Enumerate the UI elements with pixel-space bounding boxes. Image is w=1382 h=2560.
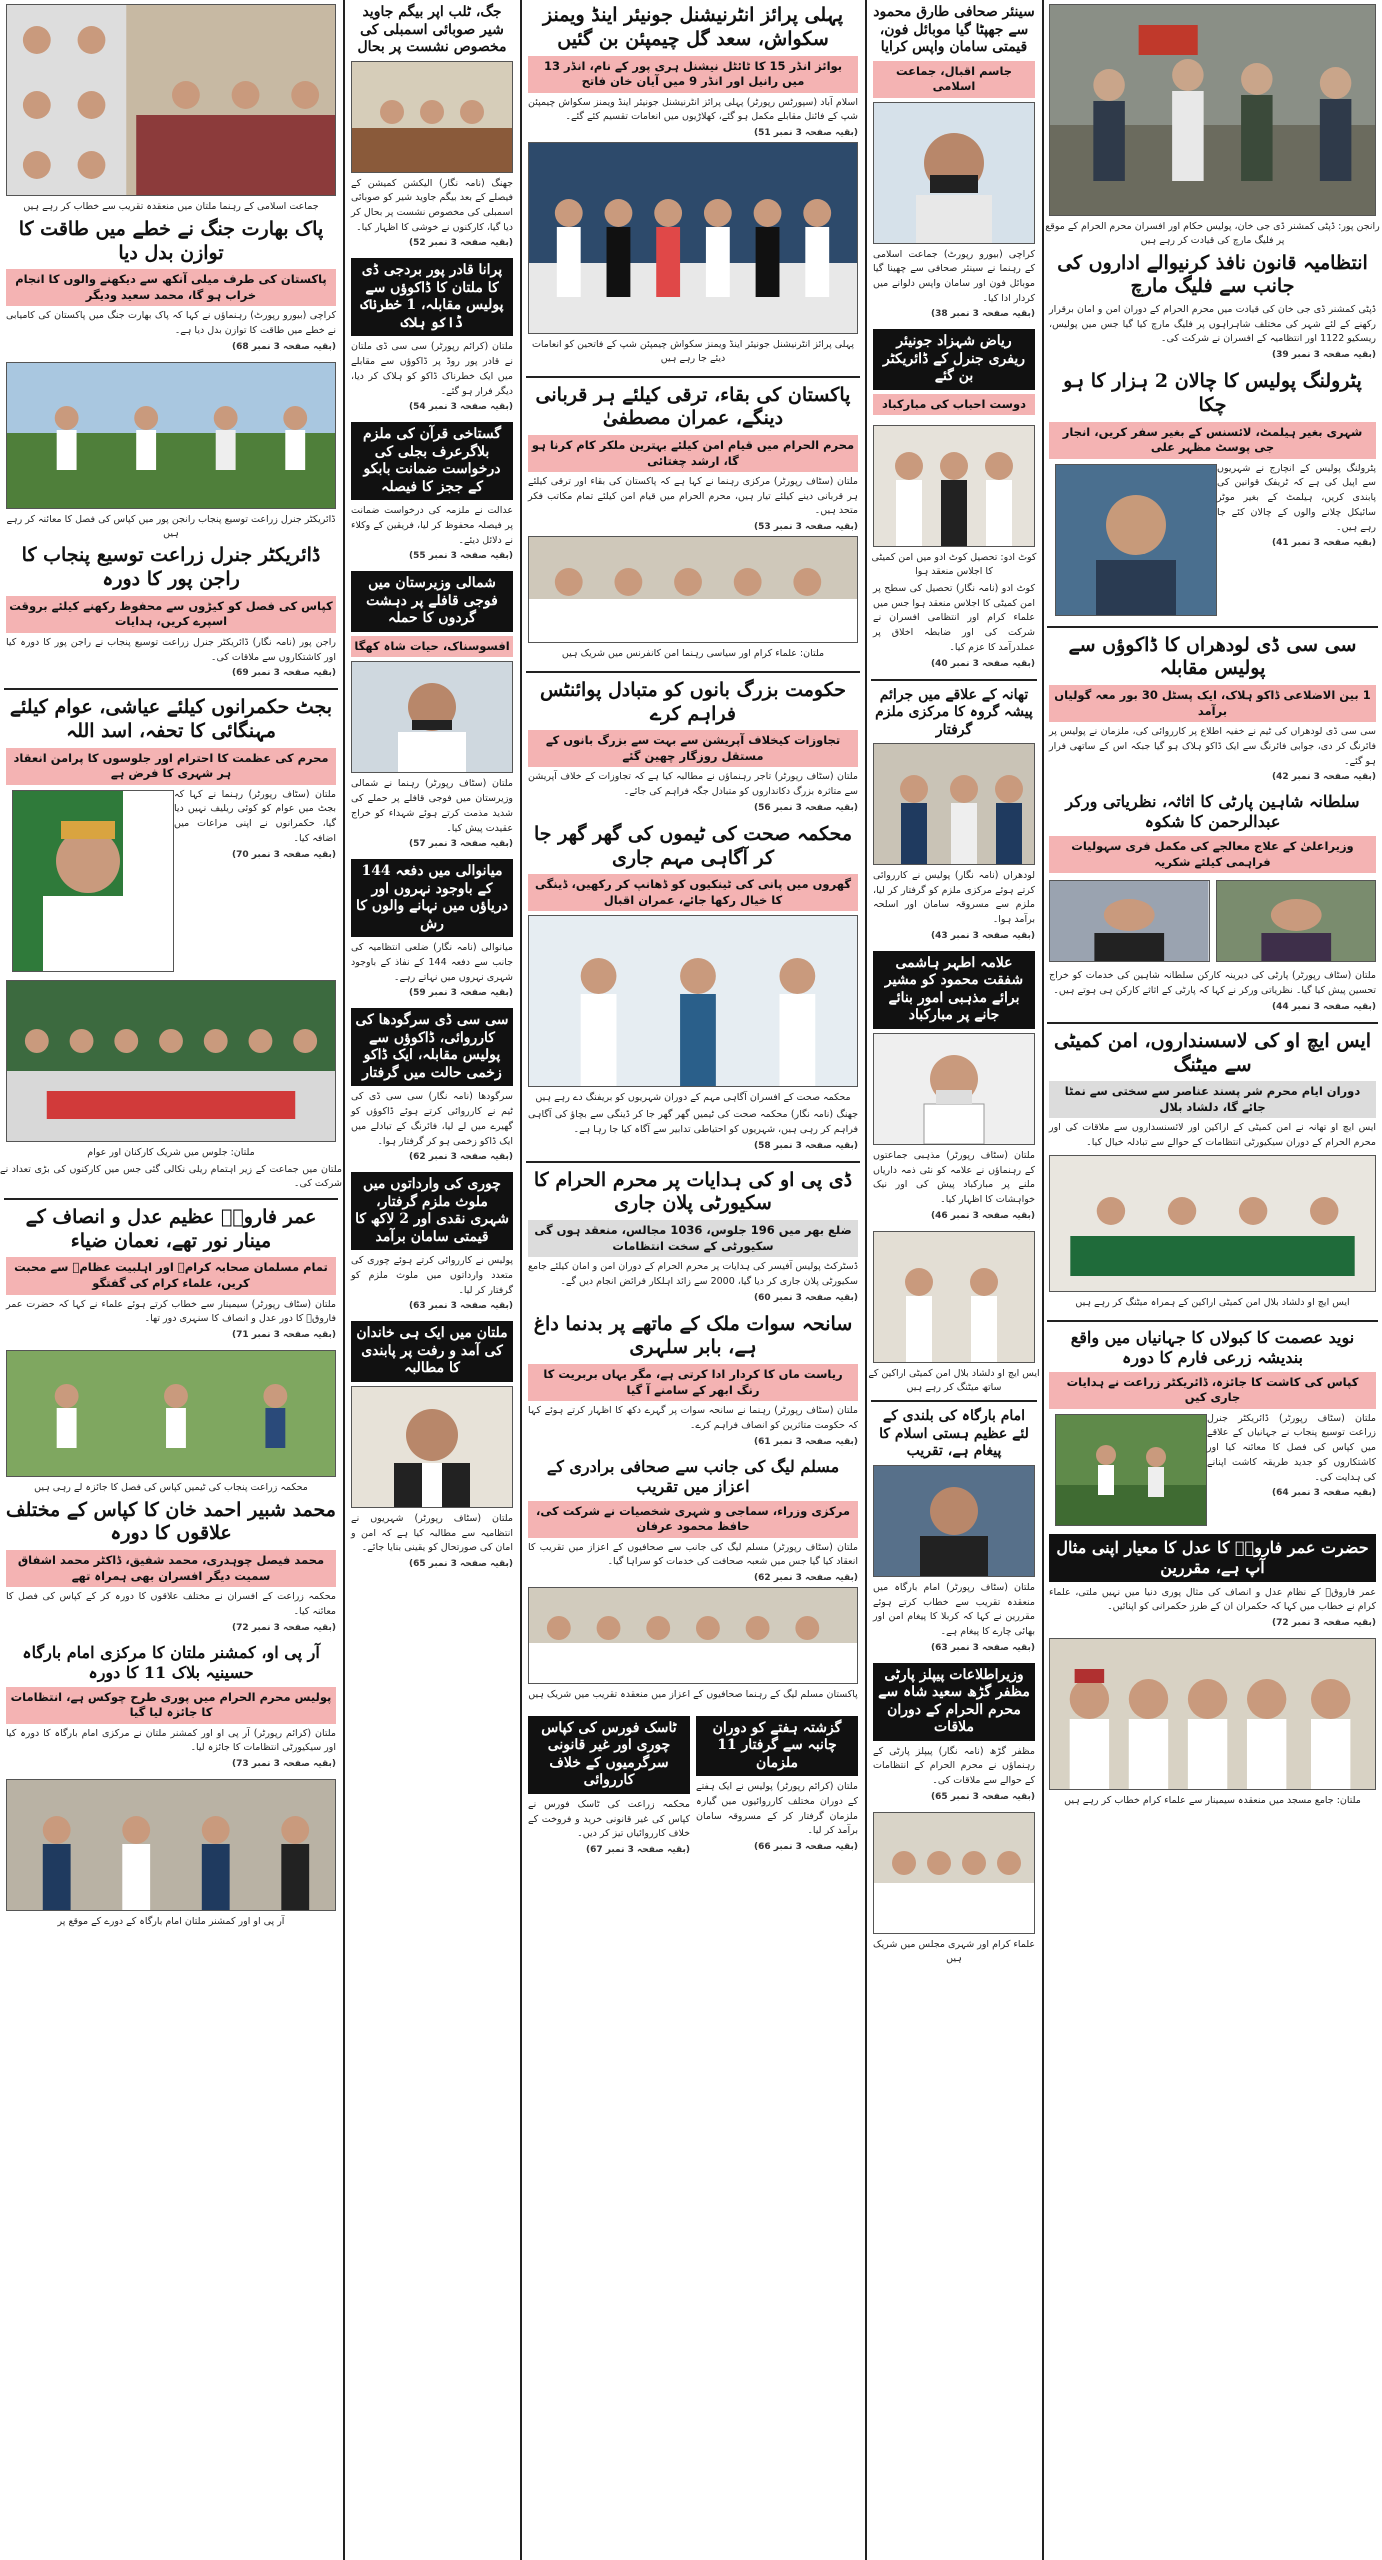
headline: عمر فاروقؓ عظیم عدل و انصاف کے مینار نور تھے، نعمان ضیاء (25, 1205, 317, 1252)
story-flag-march (1049, 252, 1376, 361)
headline: ملتان میں ایک ہی خاندان کی آمد و رفت پر پابندی کا مطالبہ (351, 1321, 513, 1382)
divider (1047, 1022, 1378, 1024)
story-waziristan-attack (351, 571, 513, 849)
continued-ref: (بقیہ صفحہ 3 نمبر 40) (931, 658, 1035, 669)
peace-committee-caption: کوٹ ادو: تحصیل کوٹ ادو میں امن کمیٹی کا اجلاس منعقد ہوا (871, 552, 1037, 578)
headline: ڈی پی او کی ہدایات پر محرم الحرام کا سکیورٹی پلان جاری (533, 1168, 853, 1215)
story-shabbir-visit (6, 1499, 336, 1633)
headline: ریاض شہزاد جونیئر ریفری جنرل کے ڈائریکٹر بن گئے (873, 329, 1035, 390)
rally-photo (6, 980, 336, 1142)
story-pakistan-survival (528, 384, 858, 661)
column-4 (345, 0, 519, 2560)
scholars-photo (1049, 1638, 1376, 1790)
story-body: اسلام آباد (سپورٹس رپورٹر) پہلی پرائز انٹرنیشنل جونیئر اینڈ ویمنز سکواش چیمپئن شپ کے فائنل مقابلے مکمل ہو گئے، کھلاڑیوں میں انعامات تقسیم کئے گئے۔ (528, 96, 858, 123)
story-theft-arrest (351, 1172, 513, 1311)
subheadline: مرکزی وزراء، سماجی و شہری شخصیات نے شرکت کی، حافظ محمود عرفان (528, 1501, 858, 1538)
continued-ref: (بقیہ صفحہ 3 نمبر 65) (409, 1559, 513, 1570)
portrait-photo (12, 790, 174, 972)
headline: انتظامیہ قانون نافذ کرنیوالے اداروں کی جانب سے فلیگ مارچ (1057, 251, 1368, 298)
story-body: سی سی ڈی لودھراں کی ٹیم نے خفیہ اطلاع پر کارروائی کی، ملزمان نے پولیس پر فائرنگ کر دی، جوابی فائرنگ سے ایک ڈاکو ہلاک ہو گیا جبکہ اس کے ساتھی فرار ہو گئے۔ (1049, 726, 1376, 767)
headline: سی سی ڈی سرگودھا کی کارروائی، ڈاکوؤں سے پولیس مقابلہ، ایک ڈاکو زخمی حالت میں گرفتار (351, 1008, 513, 1086)
continued-ref: (بقیہ صفحہ 3 نمبر 52) (409, 238, 513, 249)
health-caption: محکمہ صحت کے افسران آگاہی مہم کے دوران شہریوں کو بریفنگ دے رہے ہیں (535, 1092, 851, 1104)
headline: سی سی ڈی لودھراں کا ڈاکوؤں سے پولیس مقابلہ (1068, 633, 1357, 680)
headline: بجٹ حکمرانوں کیلئے عیاشی، عوام کیلئے مہنگائی کا تحفہ، اسد اللہ (9, 696, 333, 742)
continued-ref: (بقیہ صفحہ 3 نمبر 43) (931, 930, 1035, 941)
story-umar-farooq-seminar (1049, 1534, 1376, 1628)
story-sultana-shaheen (1049, 792, 1376, 1011)
divider (526, 376, 860, 378)
subheadline: محرم الحرام میں قیام امن کیلئے بہترین ملکر کام کرنا ہو گا، ارشد چغتائی (528, 435, 858, 472)
story-body: کوٹ ادو (نامہ نگار) تحصیل کی سطح پر امن کمیٹی کا اجلاس منعقد ہوا جس میں علماء کرام اور انتظامی افسران نے شرکت کی اور ضابطہ اخلاق پر عملدرآمد کا عزم کیا۔ (873, 582, 1035, 653)
story-body: جھنگ (نامہ نگار) محکمہ صحت کی ٹیمیں گھر گھر جا کر ڈینگی سے بچاؤ کی آگاہی فراہم کر رہی ہیں، شہریوں کو احتیاطی تدابیر سے آگاہ کیا جا رہا ہے۔ (528, 1109, 858, 1135)
subheadline: دوست احباب کی مبارکباد (873, 394, 1035, 416)
story-body: ملتان (سٹاف رپورٹر) امام بارگاہ میں منعقدہ تقریب سے خطاب کرتے ہوئے مقررین نے کہا کہ کربلا کا پیغام امن اور بھائی چارے کا پیغام ہے۔ (873, 1581, 1035, 1637)
sho-meeting-caption: ایس ایچ او دلشاد بلال امن کمیٹی اراکین کے ساتھ میٹنگ کر رہے ہیں (868, 1367, 1040, 1393)
arrest-photo (873, 743, 1035, 865)
story-body: ملتان (سٹاف رپورٹر) مسلم لیگ کی جانب سے صحافیوں کے اعزاز میں تقریب کا انعقاد کیا گیا جس میں شعبہ صحافت کی خدمات کو سراہا گیا۔ (528, 1541, 858, 1568)
continued-ref: (بقیہ صفحہ 3 نمبر 51) (754, 127, 858, 138)
column-2 (867, 0, 1041, 2560)
subheadline: کپاس کی کاشت کا جائزہ، ڈائریکٹر زراعت نے ہدایات جاری کیں (1049, 1372, 1376, 1409)
continued-ref: (بقیہ صفحہ 3 نمبر 58) (754, 1140, 858, 1151)
story-body: ملتان (سٹاف رپورٹر) مذہبی جماعتوں کے رہنماؤں نے علامہ کو نئی ذمہ داریاں ملنے پر مبارکباد پیش کی اور نیک خواہشات کا اظہار کیا۔ (873, 1149, 1035, 1206)
headline: گستاخی قرآن کی ملزم بلاگرعرف بجلی کی درخواست ضمانت بابکو کے ججز کا فیصلہ (351, 422, 513, 500)
headline: پاکستان کی بقاء، ترقی کیلئے ہر قربانی دینگے، عمران مصطفیٰ (535, 383, 851, 430)
column-rule (520, 0, 522, 2560)
continued-ref: (بقیہ صفحہ 3 نمبر 66) (754, 1842, 858, 1853)
continued-ref: (بقیہ صفحہ 3 نمبر 57) (409, 839, 513, 850)
subheadline: پاکستان کی طرف میلی آنکھ سے دیکھنے والوں کا انجام خراب ہو گا، محمد سعید ودیگر (6, 269, 336, 306)
story-body: میانوالی (نامہ نگار) ضلعی انتظامیہ کی جانب سے دفعہ 144 کے نفاذ کے باوجود شہری نہروں میں نہاتے رہے۔ (351, 942, 513, 983)
subheadline: 1 بین الاضلاعی ڈاکو ہلاک، ایک پسٹل 30 بور معہ گولیاں برآمد (1049, 685, 1376, 722)
subheadline: ریاست ماں کا کردار ادا کرتی ہے، مگر یہاں بربریت کا رنگ ابھر کے سامنے آ گیا (528, 1364, 858, 1401)
continued-ref: (بقیہ صفحہ 3 نمبر 61) (754, 1436, 858, 1447)
divider (1047, 626, 1378, 628)
portrait-photo (1216, 880, 1377, 962)
story-peace-committee (873, 582, 1035, 669)
headline: وزیراطلاعات پیپلز پارٹی مظفر گڑھ سعید شاہ سے محرم الحرام کے دوران ملاقات (873, 1663, 1035, 1741)
subheadline: پولیس محرم الحرام میں پوری طرح چوکس ہے، انتظامات کا جائزہ لیا گیا (6, 1687, 336, 1724)
continued-ref: (بقیہ صفحہ 3 نمبر 62) (754, 1573, 858, 1584)
majlis-photo (873, 1812, 1035, 1934)
story-body: عدالت نے ملزمہ کی درخواست ضمانت پر فیصلہ محفوظ کر لیا، فریقین کے وکلاء نے دلائل دیئے۔ (351, 505, 513, 546)
column-rule (1042, 0, 1044, 2560)
headline: چوری کی وارداتوں میں ملوث ملزم گرفتار، شہری نقدی اور 2 لاکھ کا قیمتی سامان برآمد (351, 1172, 513, 1250)
majlis-caption: علماء کرام اور شہری مجلس میں شریک ہیں (872, 1938, 1036, 1964)
portrait-photo (1049, 880, 1210, 962)
column-1 (1043, 0, 1382, 2560)
subheadline: دوران ایام محرم شر پسند عناصر سے سختی سے نمٹا جائے گا، دلشاد بلال (1049, 1081, 1376, 1118)
continued-ref: (بقیہ صفحہ 3 نمبر 72) (232, 1622, 336, 1633)
story-health-campaign (528, 823, 858, 1151)
headline: پٹرولنگ پولیس کا چالان 2 ہزار کا ہو چکا (1063, 370, 1362, 416)
scholars-caption: ملتان: جامع مسجد میں منعقدہ سیمینار سے علماء کرام خطاب کر رہے ہیں (1064, 1795, 1361, 1807)
subheadline: جاسم اقبال، جماعت اسلامی (873, 61, 1035, 98)
story-body: جھنگ (نامہ نگار) الیکشن کمیشن کے فیصلے کے بعد بیگم جاوید شیر کو صوبائی اسمبلی کی مخصوص نشست پر بحال کر دیا گیا، کارکنوں نے خوشی کا اظہار کیا۔ (351, 177, 513, 233)
continued-ref: (بقیہ صفحہ 3 نمبر 56) (754, 802, 858, 813)
story-task-force (528, 1712, 690, 1855)
headline: حکومت بزرگ بانوں کو متبادل پوائنٹس فراہم کرے (540, 678, 846, 725)
story-swat-tragedy (528, 1313, 858, 1447)
story-farm-visit (1049, 1328, 1376, 1499)
story-journalist-phone (873, 4, 1035, 319)
story-arrests (696, 1712, 858, 1855)
divider (1047, 1320, 1378, 1322)
story-riaz-shahzad (873, 329, 1035, 415)
continued-ref: (بقیہ صفحہ 3 نمبر 59) (409, 988, 513, 999)
squash-winners-photo (528, 142, 858, 334)
continued-ref: (بقیہ صفحہ 3 نمبر 41) (1272, 538, 1376, 549)
story-body: ملتان (سٹاف رپورٹر) تاجر رہنماؤں نے مطالبہ کیا ہے کہ تجاوزات کے خلاف آپریشن سے متاثرہ بزرگ دکانداروں کو متبادل جگہ فراہم کی جائے۔ (528, 771, 858, 798)
group-photo (873, 425, 1035, 547)
subheadline: محرم کی عظمت کا احترام اور جلوسوں کا پرامن انعقاد ہر شہری کا فرض ہے (6, 748, 336, 785)
story-mianwali-section144 (351, 859, 513, 998)
story-muslim-league-journalists (528, 1457, 858, 1702)
headline: حضرت عمر فاروقؓ کا عدل کا معیار اپنی مثال آپ ہے، مقررین (1049, 1534, 1376, 1582)
story-body: ملتان (سٹاف رپورٹر) رہنما نے شمالی وزیرستان میں فوجی قافلے پر حملے کی شدید مذمت کرتے ہوئے شہداء کو خراج عقیدت پیش کیا۔ (351, 778, 513, 834)
divider (871, 679, 1037, 681)
column-rule (865, 0, 867, 2560)
story-body: ملتان (کرائم رپورٹر) پولیس نے ایک ہفتے کے دوران مختلف کارروائیوں میں گیارہ ملزمان گرفتار کر کے مسروقہ سامان برآمد کر لیا۔ (696, 1781, 858, 1837)
story-pak-india-war (6, 218, 336, 352)
continued-ref: (بقیہ صفحہ 3 نمبر 42) (1272, 772, 1376, 783)
continued-ref: (بقیہ صفحہ 3 نمبر 64) (1272, 1488, 1376, 1499)
headline: گزشتہ ہفتے کو دوران چانبہ سے گرفتار 11 ملزمان (696, 1716, 858, 1777)
headline: پاک بھارت جنگ نے خطے میں طاقت کا توازن بدل دیا (18, 217, 324, 264)
headline: تھانہ کے علاقے میں جرائم پیشہ گروہ کا مرکزی ملزم گرفتار (875, 686, 1033, 738)
continued-ref: (بقیہ صفحہ 3 نمبر 60) (754, 1292, 858, 1303)
continued-ref: (بقیہ صفحہ 3 نمبر 54) (409, 402, 513, 413)
story-begum-javed (351, 4, 513, 248)
flag-march-photo (1049, 4, 1376, 216)
continued-ref: (بقیہ صفحہ 3 نمبر 68) (232, 341, 336, 352)
continued-ref: (بقیہ صفحہ 3 نمبر 39) (1272, 350, 1376, 361)
story-umar-farooq-justice (6, 1206, 336, 1340)
headline: جگ، ٹلب اپر بیگم جاوید شیر صوبائی اسمبلی کی مخصوص نشست پر بحال (357, 4, 507, 55)
peace-conference-caption: ملتان: علماء کرام اور سیاسی رہنما امن کانفرنس میں شریک ہیں (561, 648, 825, 660)
story-body: ملتان (سٹاف رپورٹر) پارٹی کی دیرینہ کارکن سلطانہ شاہین کی خدمات کو خراج تحسین پیش کیا گیا۔ نظریاتی ورکر نے کہا کہ پارٹی کے اثاثے کارکن ہی ہوتے ہیں۔ (1049, 970, 1376, 997)
rpo-visit-caption: آر پی او اور کمشنر ملتان امام بارگاہ کے دورے کے موقع پر (57, 1916, 285, 1928)
continued-ref: (بقیہ صفحہ 3 نمبر 62) (409, 1152, 513, 1163)
divider (871, 1400, 1037, 1402)
photo-pair (1049, 876, 1376, 966)
story-imambargah (873, 1408, 1035, 1652)
story-body: عمر فاروقؓ کے نظام عدل و انصاف کی مثال پوری دنیا میں نہیں ملتی، علماء کرام نے خطاب میں کہا کہ حکمران ان کے طرز حکمرانی کو اپنائیں۔ (1049, 1586, 1376, 1613)
continued-ref: (بقیہ صفحہ 3 نمبر 65) (931, 1791, 1035, 1802)
subheadline: گھروں میں پانی کی ٹینکیوں کو ڈھانپ کر رکھیں، ڈینگی کا خیال رکھا جائے، عمران اقبال (528, 874, 858, 911)
rally-caption: ملتان: جلوس میں شریک کارکنان اور عوام (87, 1146, 255, 1158)
portrait-photo (873, 1033, 1035, 1145)
subheadline: شہری بغیر ہیلمٹ، لائسنس کے بغیر سفر کریں، انجار جی پوسٹ مظہر علی (1049, 422, 1376, 459)
continued-ref: (بقیہ صفحہ 3 نمبر 55) (409, 551, 513, 562)
cotton-field-caption: ڈائریکٹر جنرل زراعت توسیع پنجاب رانجن پور میں کپاس کی فصل کا معائنہ کر رہے ہیں (6, 513, 336, 539)
subheadline: افسوسناک، حیات شاہ کھگا (351, 636, 513, 658)
subheadline: تمام مسلمان صحابہ کرامؓ اور اہلبیت عظامؓ سے محبت کریں، علماء کرام کی گفتگو (6, 1257, 336, 1294)
headline: پرانا قادر پور بردجی ڈی کا ملتان کا ڈاکوؤں سے پولیس مقابلہ، 1 خطرناک ڈاکو ہلاک (351, 258, 513, 336)
story-body: ملتان (سٹاف رپورٹر) ڈائریکٹر جنرل زراعت توسیع پنجاب نے جہانیاں کے علاقے میں کپاس کی فصل کا معائنہ کیا اور کاشتکاروں کو جدید طریقہ کاشت اپنانے کی ہدایت کی۔ (1207, 1412, 1376, 1483)
portrait-photo (351, 1386, 513, 1508)
continued-ref: (بقیہ صفحہ 3 نمبر 70) (232, 849, 336, 860)
divider (4, 1198, 338, 1200)
story-sho-meeting (1049, 1030, 1376, 1310)
meeting-photo (1049, 1155, 1376, 1292)
subheadline: محمد فیصل چوہدری، محمد شفیق، ڈاکٹر محمد اشفاق سمیت دیگر افسران بھی ہمراہ تھے (6, 1550, 336, 1587)
divider (4, 688, 338, 690)
story-patrolling-challan (1049, 370, 1376, 548)
story-ccd-lodhran (1049, 634, 1376, 783)
jamaat-event-caption: جماعت اسلامی کے رہنما ملتان میں منعقدہ تقریب سے خطاب کر رہے ہیں (23, 201, 319, 212)
continued-ref: (بقیہ صفحہ 3 نمبر 71) (232, 1329, 336, 1340)
headline: مسلم لیگ کی جانب سے صحافی برادری کے اعزاز میں تقریب (546, 1456, 840, 1496)
story-ppp-meeting (873, 1663, 1035, 1802)
story-body: کراچی (بیورو رپورٹ) جماعت اسلامی کے رہنما نے سینئر صحافی سے چھینا گیا موبائل فون اور سامان واپس دلوانے میں کردار ادا کیا۔ (873, 248, 1035, 304)
headline: امام بارگاہ کی بلندی کے لئے عظیم ہستی اسلام کا پیغام ہے، تقریب (879, 1408, 1029, 1460)
headline: محمد شبیر احمد خان کا کپاس کے مختلف علاقوں کا دورہ (6, 1498, 336, 1545)
rally-body: ملتان میں جماعت کے زیر اہتمام ریلی نکالی گئی جس میں کارکنوں کی بڑی تعداد نے شرکت کی۔ (0, 1163, 342, 1190)
peace-conference-photo (528, 536, 858, 643)
headline: ڈائریکٹر جنرل زراعت توسیع پنجاب کا راجن پور کا دورہ (21, 544, 321, 591)
story-body: ملتان (کرائم رپورٹر) سی سی ڈی ملتان نے قادر پور روڈ پر ڈاکوؤں سے مقابلے میں ایک خطرناک ڈاکو کو ہلاک کر دیا، دیگر فرار ہو گئے۔ (351, 341, 513, 397)
headline: شمالی وزیرستان میں فوجی قافلے پر دہشت گردوں کا حملہ (351, 571, 513, 632)
story-body: سرگودھا (نامہ نگار) سی سی ڈی کی ٹیم نے کارروائی کرتے ہوئے ڈاکوؤں کو گھیرے میں لے لیا، فائرنگ کے تبادلے میں ایک ڈاکو زخمی ہو کر گرفتار ہوا۔ (351, 1091, 513, 1147)
story-body: ملتان (کرائم رپورٹر) آر پی او اور کمشنر ملتان نے مرکزی امام بارگاہ کا دورہ کیا اور سیکیورٹی انتظامات کا جائزہ لیا۔ (6, 1727, 336, 1754)
story-ccd-sargodha (351, 1008, 513, 1162)
subheadline: بوائز انڈر 15 کا ٹائٹل نیشنل ہری پور کے نام، انڈر 13 میں رانیل اور انڈر 9 میں آیان خان فاتح (528, 56, 858, 93)
portrait-photo (351, 661, 513, 773)
crop-inspection-caption: محکمہ زراعت پنجاب کی ٹیمیں کپاس کی فصل کا جائزہ لے رہی ہیں (34, 1481, 308, 1493)
headline: آر پی او، کمشنر ملتان کا مرکزی امام بارگاہ حسینیہ بلاک 11 کا دورہ (22, 1642, 320, 1682)
story-body: پولیس نے کارروائی کرتے ہوئے چوری کی متعدد وارداتوں میں ملوث ملزم کو گرفتار کر لیا۔ (351, 1255, 513, 1296)
story-gang-arrest (873, 687, 1035, 941)
continued-ref: (بقیہ صفحہ 3 نمبر 67) (586, 1844, 690, 1855)
story-budget (6, 696, 336, 859)
portrait-photo (1055, 464, 1217, 616)
story-vendors (528, 679, 858, 813)
squash-caption: پہلی پرائز انٹرنیشنل جونیئر اینڈ ویمنز سکواش چیمپئن شپ کے فاتحین کو انعامات دیئے جا رہے ہیں (531, 338, 855, 364)
story-body: ملتان (سٹاف رپورٹر) سیمینار سے خطاب کرتے ہوئے علماء نے کہا کہ حضرت عمر فاروقؓ کا دور عدل و انصاف کا سنہری دور تھا۔ (6, 1298, 336, 1325)
headline: محکمہ صحت کی ٹیموں کی گھر گھر جا کر آگاہی مہم جاری (533, 822, 853, 869)
continued-ref: (بقیہ صفحہ 3 نمبر 44) (1272, 1001, 1376, 1012)
portrait-photo (873, 1465, 1035, 1577)
column-rule (343, 0, 345, 2560)
column-5 (0, 0, 342, 2560)
story-body: محکمہ زراعت کے افسران نے مختلف علاقوں کا دورہ کر کے کپاس کی فصل کا معائنہ کیا۔ (6, 1591, 336, 1617)
headline: ٹاسک فورس کی کپاس چوری اور غیر قانونی سرگرمیوں کے خلاف کارروائی (528, 1716, 690, 1794)
continued-ref: (بقیہ صفحہ 3 نمبر 53) (754, 522, 858, 533)
story-body: لودھراں (نامہ نگار) پولیس نے کارروائی کرتے ہوئے مرکزی ملزم کو گرفتار کر لیا، ملزم سے مسروقہ سامان اور اسلحہ برآمد ہوا۔ (873, 870, 1035, 926)
bottom-stories (528, 1712, 858, 1855)
continued-ref: (بقیہ صفحہ 3 نمبر 38) (931, 309, 1035, 320)
subheadline: تجاوزات کیخلاف آپریشن سے بہت سے بزرگ بانوں کے مستقل روزگار چھین گئے (528, 730, 858, 767)
story-body: محکمہ زراعت کی ٹاسک فورس نے کپاس کی غیر قانونی خرید و فروخت کے خلاف کارروائیاں تیز کر دیں۔ (528, 1798, 690, 1840)
story-blasphemy-bail (351, 422, 513, 561)
jamaat-event-photo (6, 4, 336, 196)
crop-inspection-photo (6, 1350, 336, 1477)
story-body: پٹرولنگ پولیس کے انچارج نے شہریوں سے اپیل کی ہے کہ ٹریفک قوانین کی پابندی کریں، ہیلمٹ کے بغیر موٹر سائیکل چلانے والوں کے چالان کئے جا رہے ہیں۔ (1217, 462, 1376, 533)
headline: سانحہ سوات ملک کے ماتھے پر بدنما داغ ہے، بابر سلہری (533, 1312, 853, 1359)
continued-ref: (بقیہ صفحہ 3 نمبر 63) (931, 1642, 1035, 1653)
headline: میانوالی میں دفعہ 144 کے باوجود نہروں اور دریاؤں میں نہانے والوں کا رش (351, 859, 513, 937)
story-body: ملتان (سٹاف رپورٹر) شہریوں نے انتظامیہ سے مطالبہ کیا ہے کہ امن و امان کی صورتحال کو یقینی بنایا جائے۔ (351, 1512, 513, 1554)
subheadline: ضلع بھر میں 196 جلوس، 1036 مجالس، منعقد ہوں گی سکیورٹی کے سخت انتظامات (528, 1220, 858, 1257)
story-body: ملتان (سٹاف رپورٹر) رہنما نے سانحہ سوات پر گہرے دکھ کا اظہار کرتے ہوئے کہا کہ حکومت متاثرین کو انصاف فراہم کرے۔ (528, 1405, 858, 1431)
column-3 (522, 0, 864, 2560)
ceremony-caption: پاکستان مسلم لیگ کے رہنما صحافیوں کے اعزاز میں منعقدہ تقریب میں شریک ہیں (528, 1689, 858, 1701)
cotton-field-photo (6, 362, 336, 509)
ceremony-photo (528, 1587, 858, 1684)
story-rpo-commissioner (6, 1643, 336, 1769)
story-body: ڈسٹرکٹ پولیس آفیسر کی ہدایات پر محرم الحرام کے دوران امن و امان کیلئے جامع سکیورٹی پلان جاری کر دیا گیا، 2000 سے زائد اہلکار فرائض انجام دیں گے۔ (528, 1261, 858, 1287)
sho-meeting-photo (873, 1231, 1035, 1363)
subheadline: کپاس کی فصل کو کیڑوں سے محفوظ رکھنے کیلئے بروقت اسپرے کریں، ہدایات (6, 596, 336, 633)
rpo-visit-photo (6, 1779, 336, 1911)
story-body: کراچی (بیورو رپورٹ) رہنماؤں نے کہا کہ پاک بھارت جنگ میں پاکستان کی کامیابی نے خطے میں طاقت کا توازن بدل دیا ہے۔ (6, 310, 336, 337)
flag-march-caption: رانجن پور: ڈپٹی کمشنر ڈی جی خان، پولیس حکام اور افسران محرم الحرام کے موقع پر فلیگ مارچ کی قیادت کر رہے ہیں (1045, 221, 1380, 246)
headline: سینئر صحافی طارق محمود سے جھپٹا گیا موبائل فون، قیمتی سامان واپس کرایا (873, 4, 1035, 55)
divider (526, 671, 860, 673)
portrait-photo (873, 102, 1035, 244)
health-team-photo (528, 915, 858, 1087)
story-dg-agriculture (6, 544, 336, 678)
assembly-photo (351, 61, 513, 173)
story-qadirpur-encounter (351, 258, 513, 412)
headline: نوید عصمت کا کبولاں کا جہانیاں میں واقع بندیشہ زرعی فارم کا دورہ (1070, 1327, 1355, 1367)
headline: پہلی پرائز انٹرنیشنل جونیئر اینڈ ویمنز سکواش، سعد گل چیمپئن بن گئیں (542, 4, 844, 50)
story-multan-family (351, 1321, 513, 1569)
story-body: ڈپٹی کمشنر ڈی جی خان کی قیادت میں محرم الحرام کے دوران امن و امان برقرار رکھنے کے لئے شہر کی مختلف شاہراہوں پر فلیگ مارچ کیا گیا جس میں پولیس، ریسکیو 1122 اور انتظامیہ کے افسران نے شرکت کی۔ (1049, 304, 1376, 345)
continued-ref: (بقیہ صفحہ 3 نمبر 72) (1272, 1618, 1376, 1629)
story-squash (528, 4, 858, 366)
subheadline: وزیراعلیٰ کے علاج معالجے کی مکمل فری سہولیات فراہمی کیلئے شکریہ (1049, 836, 1376, 873)
story-body: ملتان (سٹاف رپورٹر) مرکزی رہنما نے کہا ہے کہ پاکستان کی بقاء اور ترقی کیلئے ہر قربانی دینے کیلئے تیار ہیں، محرم الحرام میں قیام امن کیلئے تمام مکاتب فکر متحد ہیں۔ (528, 476, 858, 517)
continued-ref: (بقیہ صفحہ 3 نمبر 46) (931, 1210, 1035, 1221)
story-body: ملتان (سٹاف رپورٹر) رہنما نے کہا کہ بجٹ میں عوام کو کوئی ریلیف نہیں دیا گیا، حکمرانوں نے اپنی مراعات میں اضافہ کیا۔ (174, 788, 336, 844)
continued-ref: (بقیہ صفحہ 3 نمبر 63) (409, 1301, 513, 1312)
story-body: مظفر گڑھ (نامہ نگار) پیپلز پارٹی کے رہنماؤں نے محرم الحرام کے انتظامات کے حوالے سے ملاقات کی۔ (873, 1745, 1035, 1787)
meeting-caption: ایس ایچ او دلشاد بلال امن کمیٹی اراکین کے ہمراہ میٹنگ کر رہے ہیں (1075, 1296, 1350, 1308)
headline: علامہ اطہر ہاشمی شفقت محمود کو مشیر برائے مذہبی امور بنائے جانے پر مبارکباد (873, 951, 1035, 1029)
headline: ایس ایچ او کی لاسسنداروں، امن کمیٹی سے میٹنگ (1053, 1029, 1372, 1076)
story-dpo-security (528, 1169, 858, 1303)
story-body: ایس ایچ او تھانہ نے امن کمیٹی کے اراکین اور لائسنسداروں سے ملاقات کی اور محرم الحرام کے دوران سیکیورٹی انتظامات کے حوالے سے تبادلہ خیال کیا۔ (1049, 1122, 1376, 1149)
divider (526, 1161, 860, 1163)
continued-ref: (بقیہ صفحہ 3 نمبر 69) (232, 668, 336, 679)
story-body: راجن پور (نامہ نگار) ڈائریکٹر جنرل زراعت توسیع پنجاب نے راجن پور کا دورہ کیا اور کاشتکاروں سے ملاقات کی۔ (6, 636, 336, 663)
continued-ref: (بقیہ صفحہ 3 نمبر 73) (232, 1759, 336, 1770)
farm-photo (1055, 1414, 1207, 1526)
headline: سلطانہ شاہین پارٹی کا اثاثہ، نظریاتی ورکر عبدالرحمن کا شکوہ (1065, 792, 1360, 832)
story-allama (873, 951, 1035, 1221)
